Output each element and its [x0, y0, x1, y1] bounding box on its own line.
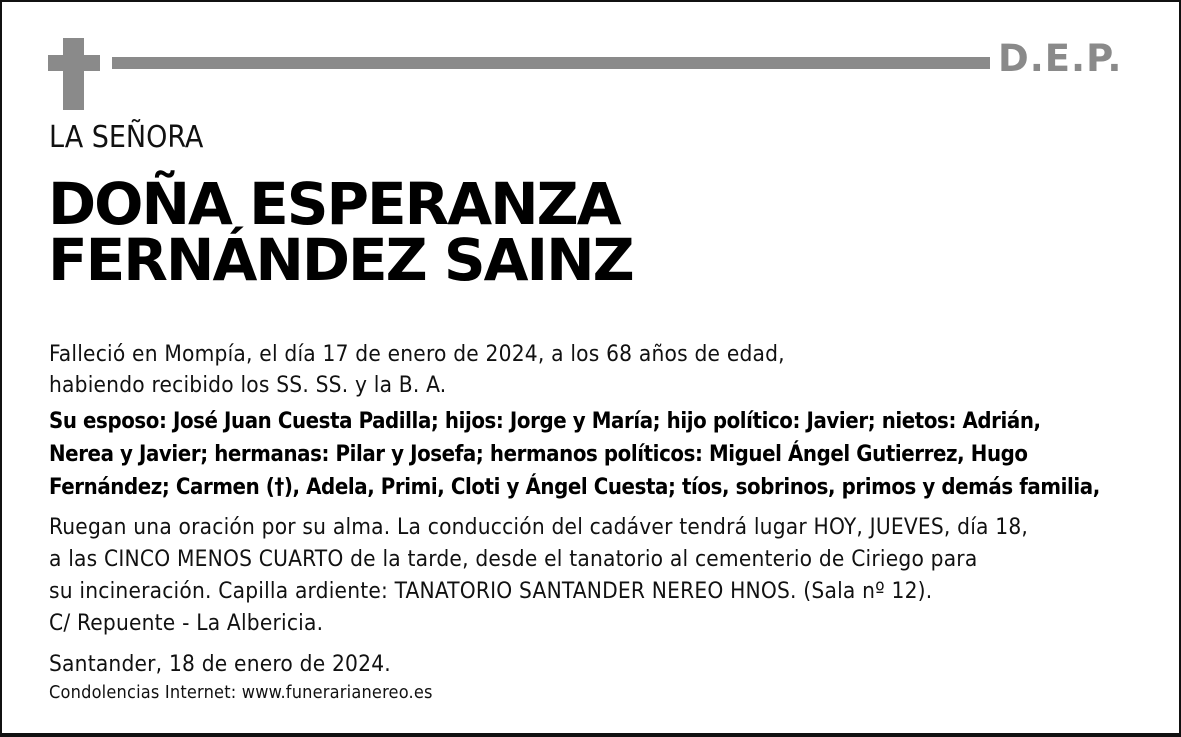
funeral-line: a las CINCO MENOS CUARTO de la tarde, desde el tanatorio al cementerio de Ciriego para	[49, 546, 978, 572]
place-date: Santander, 18 de enero de 2024.	[49, 651, 391, 677]
honorific: LA SEÑORA	[49, 120, 204, 155]
deceased-name-line-2: FERNÁNDEZ SAINZ	[48, 226, 633, 294]
condolences-link[interactable]: Condolencias Internet: www.funerarianereo.es	[49, 682, 433, 703]
funeral-line: C/ Repuente - La Albericia.	[49, 610, 324, 636]
funeral-line: Ruegan una oración por su alma. La conducción del cadáver tendrá lugar HOY, JUEVES, día 18,	[49, 514, 1029, 540]
family-line: Fernández; Carmen (†), Adela, Primi, Cloti y Ángel Cuesta; tíos, sobrinos, primos y demás familia,	[49, 475, 1100, 500]
family-line: Nerea y Javier; hermanas: Pilar y Josefa; hermanos políticos: Miguel Ángel Gutierrez, Hugo	[49, 442, 1028, 467]
cross-icon	[48, 38, 100, 110]
death-info-line: Falleció en Mompía, el día 17 de enero de 2024, a los 68 años de edad,	[49, 341, 785, 367]
header-rule	[112, 57, 990, 69]
family-line: Su esposo: José Juan Cuesta Padilla; hijos: Jorge y María; hijo político: Javier; nietos: Adrián,	[49, 409, 1041, 434]
dep-label: D.E.P.	[998, 37, 1123, 80]
deceased-name-line-1: DOÑA ESPERANZA	[48, 170, 620, 238]
funeral-line: su incineración. Capilla ardiente: TANATORIO SANTANDER NEREO HNOS. (Sala nº 12).	[49, 578, 933, 604]
death-info-line: habiendo recibido los SS. SS. y la B. A.	[49, 372, 447, 398]
